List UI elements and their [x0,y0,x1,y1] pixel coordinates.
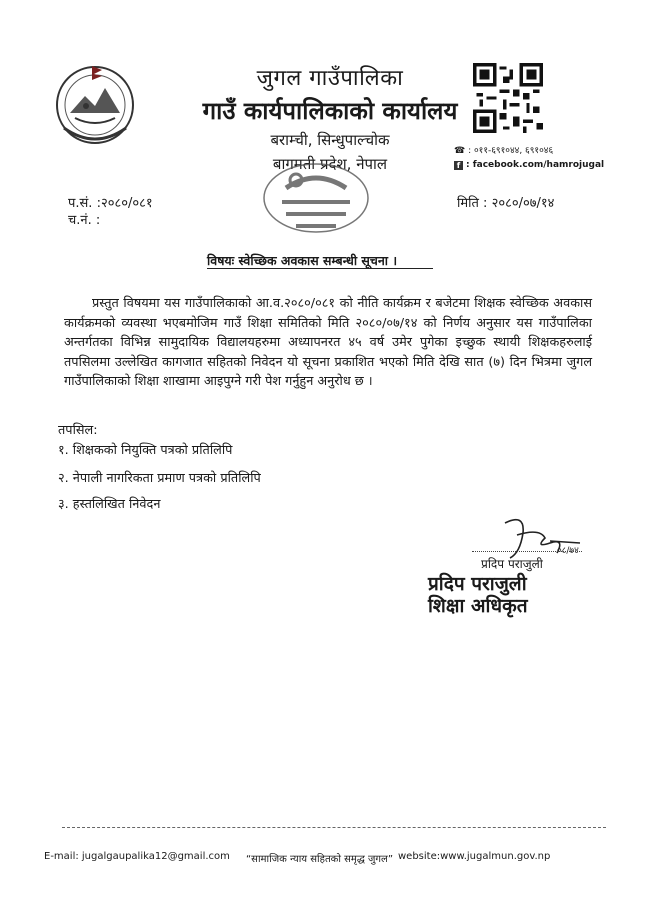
notice-body: प्रस्तुत विषयमा यस गाउँपालिकाको आ.व.२०८०/०८१ को नीति कार्यक्रम र बजेटमा शिक्षक स्वेच्छिक अवकास कार्यक्रमको व्यवस्था भएबमोजिम गाउँ शिक्षा समितिको मिति २०८०/०७/१४ को निर्णय अनुसार यस गाउँपालिका अन्तर्गतका विभिन्न सामुदायिक विद्यालयहरुमा अध्यापनरत ४५ वर्ष उमेर पुगेका इच्छुक स्थायी शिक्षकहरुलाई तपसिलमा उल्लेखित कागजात सहितको निवेदन यो सूचना प्रकाशित भएको मिति देखि सात (७) दिन भित्रमा जुगल गाउँपालिकाको शिक्षा शाखामा आइपुग्ने गरी पेश गर्नुहुन अनुरोध छ । [64,296,592,389]
letter-date: मिति : २०८०/०७/१४ [457,196,555,211]
office-stamp-icon [256,158,376,242]
municipality-name: जुगल गाउँपालिका [256,66,404,91]
nepal-emblem-icon [50,58,140,148]
patra-sankhya: प.सं. :२०८०/०८१ [68,196,153,211]
address-line: बराम्ची, सिन्धुपाल्चोक [270,131,390,149]
province-line: बागमती प्रदेश, नेपाल [272,155,388,173]
signatory-name: प्रदिप पराजुली [481,557,543,571]
signatory-stamp-name: प्रदिप पराजुली [428,573,527,595]
list-item: २. नेपाली नागरिकता प्रमाण पत्रको प्रतिलिपि [58,471,261,486]
signature-dotted-line [472,551,582,552]
chalani-number: च.नं. : [68,213,101,228]
subject-line: विषयः स्वेच्छिक अवकास सम्बन्धी सूचना । [207,253,398,268]
footer-website[interactable]: website:www.jugalmun.gov.np [398,851,551,862]
subject-underline [207,268,433,269]
svg-text:०८/७४: ०८/७४ [557,546,579,556]
office-name: गाउँ कार्यपालिकाको कार्यालय [202,97,458,125]
facebook-text: facebook.com/hamrojugal [472,160,605,170]
list-item: ३. हस्तलिखित निवेदन [58,497,161,512]
qr-code-icon [473,63,543,133]
footer-divider [62,827,606,828]
phone-numbers: ☎ : ०११-६९१०४४, ६९१०४६ [454,146,554,156]
signatory-designation: शिक्षा अधिकृत [428,595,528,617]
footer-email[interactable]: E-mail: jugalgaupalika12@gmail.com [44,851,230,862]
facebook-link[interactable]: f : facebook.com/hamrojugal [454,160,604,170]
facebook-icon: f [454,161,463,170]
tapasil-title: तपसिल: [58,423,98,438]
footer-motto: “सामाजिक न्याय सहितको समृद्ध जुगल” [246,854,394,865]
list-item: १. शिक्षकको नियुक्ति पत्रको प्रतिलिपि [58,443,233,458]
